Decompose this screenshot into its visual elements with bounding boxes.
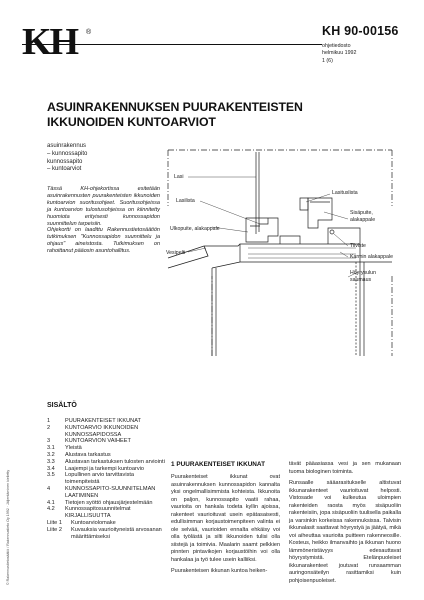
contents-item-number: 2 xyxy=(47,424,51,431)
contents-item-number: Liite 2 xyxy=(47,526,62,533)
inner-sash xyxy=(308,198,332,228)
title-line-1: ASUINRAKENNUKSEN PUURAKENTEISTEN xyxy=(47,100,303,114)
label-sisapuite: Sisäpuite, xyxy=(350,210,373,216)
contents-item xyxy=(47,506,167,513)
label-tiiviste: Tiiviste xyxy=(350,243,366,249)
contents-item xyxy=(47,425,167,439)
contents-item-title: KUNTOARVION VAIHEET xyxy=(65,438,131,445)
contents-item xyxy=(47,418,167,425)
contents-item-number: Liite 1 xyxy=(47,519,62,526)
page-title xyxy=(47,100,303,129)
title-line-2: IKKUNOIDEN KUNTOARVIOT xyxy=(47,114,216,129)
contents-item-title: PUURAKENTEISET IKKUNAT xyxy=(65,418,141,424)
section-1-heading: 1 PUURAKENTEISET IKKUNAT xyxy=(171,461,265,468)
intro-paragraph: Tässä KH-ohjekortissa esitetään asuinrakennusten puurakenteisten ikkunoiden kuntoarvion suoritusohjeet. Suoritusohjeissa ja kuntoarvion tulostusohjeissa on kiinnitetty huomiota erityisesti kunnossapidon suunnittelun tarpeisiin. xyxy=(47,186,160,227)
contents-item-title: KIRJALLISUUTTA xyxy=(65,513,111,520)
contents-list xyxy=(47,418,167,540)
window-frame xyxy=(240,228,360,262)
contents-item xyxy=(47,500,167,507)
contents-item-number: 3 xyxy=(47,438,51,445)
contents-item xyxy=(47,520,167,527)
body-paragraph: tävät pääasiassa vesi ja sen mukanaan tuoma biologinen toiminta. xyxy=(289,461,401,475)
label-lasi: Lasi xyxy=(174,174,184,180)
contents-item xyxy=(47,472,167,486)
contents-item xyxy=(47,438,167,445)
contents-heading: SISÄLTÖ xyxy=(47,402,77,409)
contents-item-title: KUNNOSSAPITO-SUUNNITELMAN LAATIMINEN xyxy=(65,485,156,499)
contents-item-title: Yleistä xyxy=(65,445,82,452)
contents-item-number: 4.1 xyxy=(47,499,55,506)
contents-item xyxy=(47,527,167,541)
contents-item-number: 1 xyxy=(47,418,51,424)
label-vesipelti: Vesipelti xyxy=(166,250,186,256)
outer-sash xyxy=(246,218,278,242)
label-lasilista: Lasilista xyxy=(176,198,195,204)
contents-item-title: Kuntoarviolomake xyxy=(71,519,116,526)
contents-item xyxy=(47,445,167,452)
seal xyxy=(330,230,334,234)
subject-item: kunnossapito xyxy=(47,158,83,165)
glazing-bead xyxy=(259,218,268,224)
contents-item xyxy=(47,486,167,500)
label-hoyrysulku: Höyrysulun xyxy=(350,270,376,276)
contents-item-title: Alustava tarkastus xyxy=(65,451,111,458)
intro-paragraph: Ohjekortti on laadittu Rakennustietosäätiön tutkimuksen "Kunnossapidon suunnittelu ja ohjaus" aineistosta. Tutkimuksen on rahoittanut pääosin asuntohallitus. xyxy=(47,227,160,255)
frame-hatch xyxy=(248,248,356,258)
section-1-column-2 xyxy=(289,461,401,589)
side-imprint: © Rakennustietosäätiö / Rakennustieto Oy 1992 · Jäljentäminen kielletty xyxy=(6,469,10,585)
contents-item-title: Laajempi ja tarkempi kuntoarvio xyxy=(65,465,144,472)
body-paragraph: Puurakenteiset ikkunat ovat asuinrakennuksen kunnossapidon kannalta yksi ongelmallisimmista kohteista. Ikkunoita on paljon, kunnossapito vaatii rahaa, vaurioita on hankala todeta kyllin ajoissa, rakenteet vaurioituvat usein epätasaisesti, edullisimman korjaustoimenpiteen valinta ei ole selvää, vaurioiden ennalta ehkäisy voi olla työlästä ja silti ikkunoiden tulisi olla siistejä ja toimivia. Maalarin saamt pelkkien pinnten pintavikojen korjaustöihin voi olla hankalaa ja työ tulee usein kalliiksi. xyxy=(171,474,280,563)
section-1-column-1 xyxy=(171,474,280,580)
meta-date: helmikuu 1992 xyxy=(322,50,357,57)
kh-logo xyxy=(22,22,96,60)
label-saumaus: saumaus xyxy=(350,277,372,283)
card-code: KH 90-00156 xyxy=(322,24,399,38)
subject-list xyxy=(47,143,87,174)
label-lasituslista: Lasituslista xyxy=(332,190,358,196)
window-section-drawing xyxy=(160,146,400,358)
wall-outer xyxy=(212,262,364,356)
wall-cap xyxy=(212,262,392,268)
contents-item-number: 3.1 xyxy=(47,445,55,452)
contents-item xyxy=(47,459,167,466)
contents-item-number: 4.2 xyxy=(47,506,55,513)
contents-item xyxy=(47,513,167,520)
contents-item-number: 3.3 xyxy=(47,458,55,465)
contents-item-number: 4 xyxy=(47,485,51,492)
contents-item-number: 3.5 xyxy=(47,472,55,479)
intro-text xyxy=(47,186,160,255)
subject-item: asuinrakennus xyxy=(47,143,87,149)
label-ulkopuite: Ulkopuite, alakappale xyxy=(170,226,220,232)
contents-item-title: Kuvauksia vaurioityneistä arvosanan määrittämiseksi xyxy=(71,526,162,540)
contents-item xyxy=(47,452,167,459)
subject-item: – kunnossapito xyxy=(47,150,88,157)
label-sisapuite-2: alakappale xyxy=(350,217,376,223)
contents-item-title: Alustavan tarkastuksen tulosten arviointi xyxy=(65,458,165,465)
body-paragraph: Puurakenteisen ikkunan kuntoa heiken- xyxy=(171,568,268,574)
body-paragraph: Runsaalle sääarasitukselle altistuvat ikkunarakenteet vaurioituvat helposti. Vistosade voi kulkeutua uloimpien rakenteiden raosta myös sisäpuoliin rakenteisiin, jopa sisäpuoliin tuulisella paikalla ja varsinkin korkeissa rakennuksissa. Talvisin ikkunalasit saattavat höyrystyä ja jäätyä, mikä voi aiheuttaa vaurioita puitteen rakenneosille. Kosteus, heikko ilmanvaihto ja ikkunan huono lämmöneristävyys edesauttavat höyrystymistä. Etelänpuoleiset ikkunarakenteet joutuvat runsaamman auringonsäteilyn rasittamiksi kuin pohjoisenpuoleiset. xyxy=(289,480,401,584)
label-karmi: Karmin alakappale xyxy=(350,254,393,260)
contents-item-title: Tietojen syöttö ohjausjärjestelmään xyxy=(65,499,153,506)
subject-item: – kuntoarviot xyxy=(47,166,82,173)
contents-item-number xyxy=(47,513,65,520)
contents-item-title: KUNTOARVIO IKKUNOIDEN KUNNOSSAPIDOSSA xyxy=(65,424,139,438)
meta-type: ohjetiedosto xyxy=(322,43,351,49)
kh-logo-text: KH xyxy=(22,22,78,60)
detail-boundary xyxy=(168,150,392,356)
meta-pages: 1 (6) xyxy=(322,57,333,64)
contents-item-number: 3.2 xyxy=(47,451,55,458)
contents-item-title: Lopullinen arvio tarvittavista toimenpiteistä xyxy=(65,472,135,486)
card-meta xyxy=(322,43,356,65)
contents-item-title: Kunnossapitosuunnitelmat xyxy=(65,506,131,513)
glazing-bead-inner xyxy=(300,198,308,210)
glass-pane xyxy=(256,152,259,234)
registered-mark: ® xyxy=(86,29,92,36)
contents-item-number: 3.4 xyxy=(47,465,55,472)
contents-item xyxy=(47,466,167,473)
header-rule xyxy=(22,44,322,45)
